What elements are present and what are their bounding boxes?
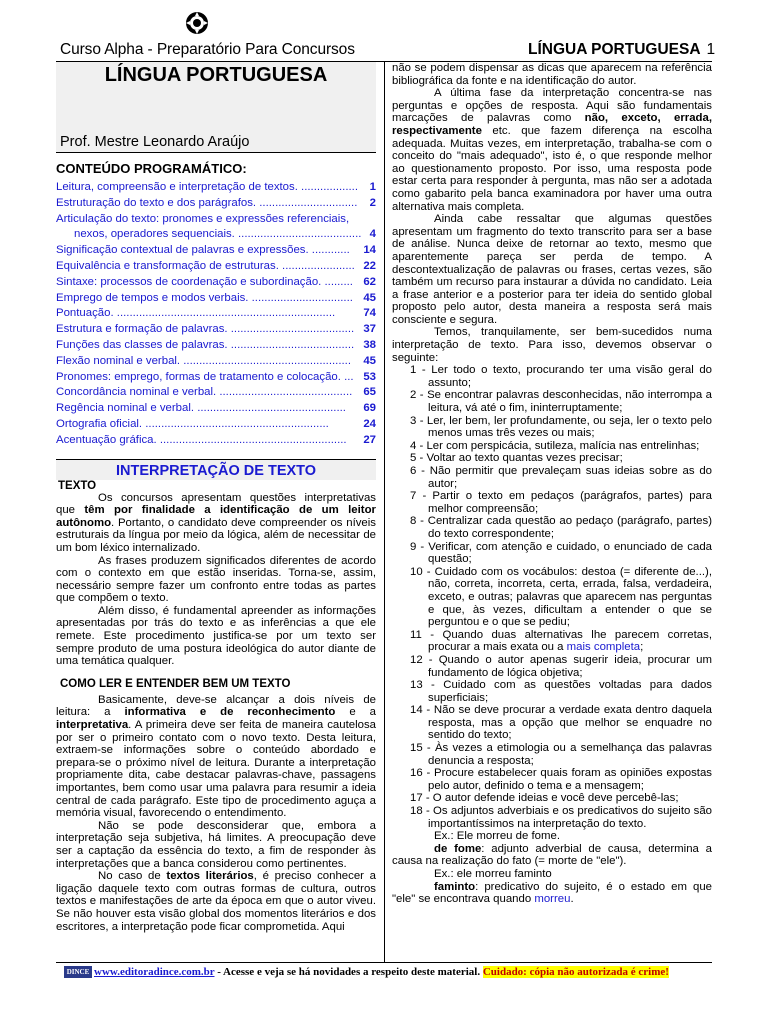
toc-item[interactable]: Emprego de tempos e modos verbais. ................................ 45	[56, 291, 376, 304]
list-item: 16 - Procure estabelecer quais foram as opiniões expostas pelo autor, definido o tema e a mensagem;	[410, 767, 712, 792]
left-column	[56, 62, 376, 933]
paragraph: Além disso, é fundamental apreender as informações apresentadas por trás do texto e as inferências a que ele remete. Este procedimento justifica-se por um texto ser sempre produto de uma postura ideológica do autor diante de uma temática qualquer.	[56, 604, 376, 668]
toc-item[interactable]: Estrutura e formação de palavras. ....................................... 37	[56, 323, 376, 336]
toc-item[interactable]: Equivalência e transformação de estruturas. ....................... 22	[56, 259, 376, 272]
intro-text	[56, 492, 376, 668]
example-2: Ex.: ele morreu faminto	[434, 868, 552, 880]
texto-label: TEXTO	[58, 479, 97, 492]
toc-item[interactable]: Funções das classes de palavras. ....................................... 38	[56, 338, 376, 351]
gear-flower-icon	[184, 10, 210, 36]
de-fome-explanation: de fome: adjunto adverbial de causa, determina a causa na realização do fato (= morte de "ele").	[392, 842, 712, 868]
title-separator	[56, 152, 376, 153]
footer-text: - Acesse e veja se há novidades a respeito deste material.	[214, 966, 483, 978]
list-item: 13 - Cuidado com as questões voltadas para dados superficiais;	[410, 679, 712, 704]
list-item: 4 - Ler com perspicácia, sutileza, malícia nas entrelinhas;	[410, 439, 700, 452]
list-item: 14 - Não se deve procurar a verdade exata dentro daquela resposta, mas a opção que melhor se enquadre no sentido do texto;	[410, 704, 712, 742]
toc-item[interactable]: Leitura, compreensão e interpretação de textos. .................. 1	[56, 181, 376, 193]
course-name: Curso Alpha - Preparatório Para Concursos	[60, 41, 355, 58]
example-1: Ex.: Ele morreu de fome.	[434, 830, 560, 843]
toc-item[interactable]: Estruturação do texto e dos parágrafos. ............................... 2	[56, 196, 376, 209]
toc-item[interactable]: Acentuação gráfica. ........................................................... 27	[56, 433, 376, 446]
paragraph: As frases produzem significados diferentes de acordo com o contexto em que estão inseridas. Torna-se, assim, necessário sempre fazer um confronto entre todas as partes que compõem o texto.	[56, 554, 376, 605]
copyright-warning: Cuidado: cópia não autorizada é crime!	[482, 966, 669, 978]
right-column	[392, 62, 712, 906]
list-item: 7 - Partir o texto em pedaços (parágrafos, partes) para melhor compreensão;	[410, 490, 712, 515]
paragraph: não se podem dispensar as dicas que aparecem na referência bibliográfica da fonte e na identificação do autor.	[392, 62, 712, 87]
list-item: 2 - Se encontrar palavras desconhecidas, não interrompa a leitura, vá até o fim, ininterruptamente;	[410, 389, 712, 415]
paragraph: No caso de textos literários, é preciso conhecer a ligação daquele texto com outras formas de cultura, outros textos e manifestações de arte da época em que o autor viveu. Se não houver esta visão global dos momentos literários e dos escritores, a interpretação pode ficar comprometida. Aqui	[56, 870, 376, 933]
section-title: INTERPRETAÇÃO DE TEXTO	[56, 459, 376, 480]
list-item: 6 - Não permitir que prevaleçam suas ideias sobre as do autor;	[410, 465, 712, 490]
faminto-explanation: faminto: predicativo do sujeito, é o estado em que "ele" se encontrava quando morreu.	[392, 880, 712, 906]
toc-item[interactable]: Regência nominal e verbal. ............................................... 69	[56, 402, 376, 415]
toc-item[interactable]: Articulação do texto: pronomes e expressões referenciais, nexos, operadores sequenciais. ....................................... 4	[56, 212, 376, 241]
list-item: 15 - Às vezes a etimologia ou a semelhança das palavras denuncia a resposta;	[410, 742, 712, 767]
list-item: 18 - Os adjuntos adverbiais e os predicativos do sujeito são importantíssimos na interpretação do texto.	[410, 805, 712, 830]
list-item: 1 - Ler todo o texto, procurando ter uma visão geral do assunto;	[410, 364, 712, 389]
list-item: 8 - Centralizar cada questão ao pedaço (parágrafo, partes) do texto correspondente;	[410, 515, 712, 540]
reading-text	[56, 694, 376, 933]
document-title: LÍNGUA PORTUGUESA	[104, 64, 328, 86]
morreu-link[interactable]: morreu	[534, 893, 571, 906]
website-link[interactable]: www.editoradince.com.br	[94, 966, 215, 978]
list-item: 10 - Cuidado com os vocábulos: destoa (= diferente de...), não, correta, incorreta, certa, errada, falsa, verdadeira, exceto, e outras; palavras que aparecem nas perguntas e que, às vezes, dificultam a entender o que se perguntou e o que se pediu;	[410, 565, 712, 629]
toc-item[interactable]: Pontuação. ..................................................................... 74	[56, 307, 376, 320]
paragraph: Os concursos apresentam questões interpretativas que têm por finalidade a identificação de um leitor autônomo. Portanto, o candidato deve compreender os níveis estruturais da língua por meio da lógica, além de necessitar de um bom léxico internalizado.	[56, 491, 376, 554]
subject-label: LÍNGUA PORTUGUESA	[528, 41, 701, 58]
toc-item[interactable]: Pronomes: emprego, formas de tratamento e colocação. ... 53	[56, 370, 376, 383]
paragraph: A última fase da interpretação concentra-se nas perguntas e opções de resposta. Aqui são fundamentais marcações de palavras como não, exceto, errada, respectivamente etc. que fazem diferença na escolha adequada. Muitas vezes, em interpretação, trabalha-se com o conceito do "mais adequado", isto é, o que responde melhor ao questionamento proposto. Por isso, uma resposta pode estar certa para responder à pergunta, mas não ser a adotada como gabarito pela banca examinadora por haver uma outra alternativa mais completa.	[392, 87, 712, 213]
paragraph: Não se pode desconsiderar que, embora a interpretação seja subjetiva, há limites. A preocupação deve ser a captação da essência do texto, a fim de responder às interpretações que a banca considerou como pertinentes.	[56, 819, 376, 870]
list-item: 17 - O autor defende ideias e você deve percebê-las;	[410, 792, 679, 805]
list-item: 12 - Quando o autor apenas sugerir ideia, procurar um fundamento de lógica objetiva;	[410, 653, 712, 679]
toc-item[interactable]: Sintaxe: processos de coordenação e subordinação. ......... 62	[56, 275, 376, 288]
toc-item[interactable]: Concordância nominal e verbal. .......................................... 65	[56, 386, 376, 399]
professor-name: Prof. Mestre Leonardo Araújo	[60, 134, 250, 150]
subsection-title: COMO LER E ENTENDER BEM UM TEXTO	[60, 677, 291, 690]
dince-logo: DINCE	[64, 966, 92, 978]
page-number: 1	[706, 41, 716, 58]
paragraph: Temos, tranquilamente, ser bem-sucedidos numa interpretação de texto. Para isso, devemos observar o seguinte:	[392, 326, 712, 364]
list-item: 5 - Voltar ao texto quantas vezes precisar;	[410, 452, 623, 465]
footer	[64, 966, 724, 978]
column-divider	[384, 62, 385, 962]
subject-header	[528, 41, 715, 59]
list-item: 9 - Verificar, com atenção e cuidado, o enunciado de cada questão;	[410, 540, 712, 566]
list-item: 11 - Quando duas alternativas lhe parecem corretas, procurar a mais exata ou a mais completa;	[410, 628, 712, 654]
paragraph: Basicamente, deve-se alcançar a dois níveis de leitura: a informativa e de reconhecimento e a interpretativa. A primeira deve ser feita de maneira cautelosa por ser o primeiro contato com o novo texto. Desta leitura, extraem-se informações sobre o conteúdo abordado e prepara-se o próximo nível de leitura. Durante a interpretação propriamente dita, cabe destacar palavras-chave, passagens importantes, bem como usar uma palavra para resumir a ideia central de cada parágrafo. Este tipo de procedimento aguça a memória visual, favorecendo o entendimento.	[56, 693, 376, 820]
toc-item[interactable]: Flexão nominal e verbal. ..................................................... 45	[56, 354, 376, 367]
title-box	[56, 62, 376, 152]
list-item: 3 - Ler, ler bem, ler profundamente, ou seja, ler o texto pelo menos umas três vezes ou mais;	[410, 414, 712, 440]
toc-item[interactable]: Ortografia oficial. .......................................................... 24	[56, 417, 376, 430]
toc-item[interactable]: Significação contextual de palavras e expressões. ............ 14	[56, 244, 376, 257]
table-of-contents	[56, 180, 376, 449]
mais-completa-link[interactable]: mais completa	[566, 641, 641, 654]
programa-title: CONTEÚDO PROGRAMÁTICO:	[56, 161, 247, 176]
tips-list	[392, 364, 712, 830]
footer-rule	[56, 962, 712, 963]
paragraph: Ainda cabe ressaltar que algumas questões apresentam um fragmento do texto transcrito para ser a base de análise. Nunca deixe de retornar ao texto, mesmo que aparentemente pareça ser perda de tempo. A descontextualização de palavras ou frases, certas vezes, são também um recurso para instaurar a dúvida no candidato. Leia a frase anterior e a posterior para ter ideia do sentido global proposto pelo autor, desta maneira a resposta será mais consciente e segura.	[392, 213, 712, 326]
